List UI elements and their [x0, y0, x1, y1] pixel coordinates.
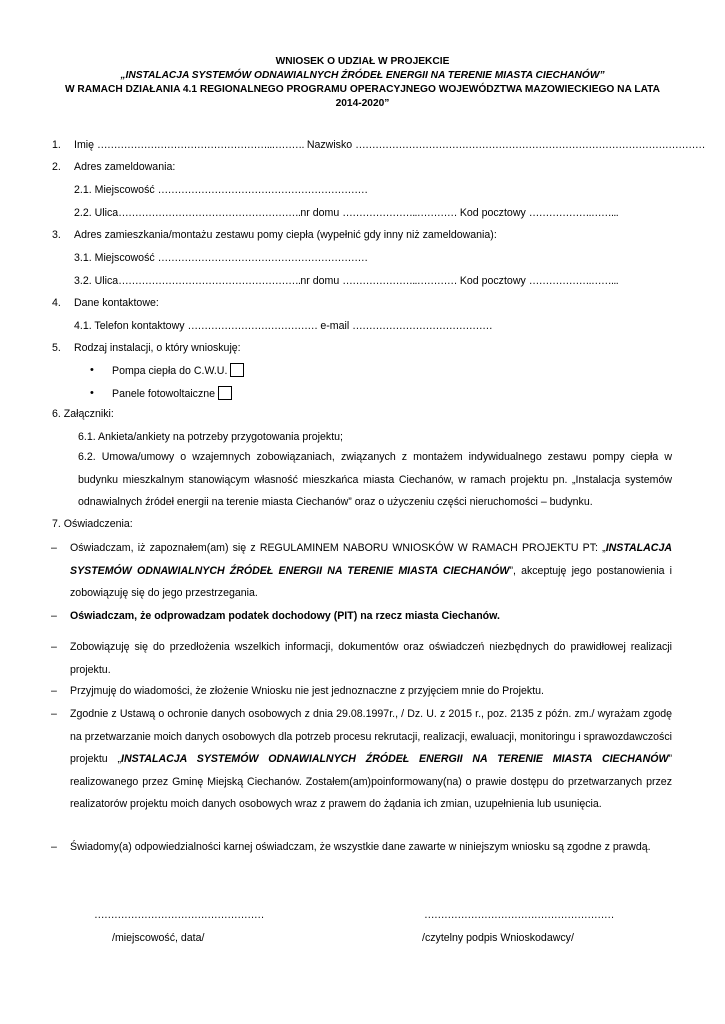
signature-label: /czytelny podpis Wnioskodawcy/	[422, 932, 574, 944]
header-project-name: „INSTALACJA SYSTEMÓW ODNAWIALNYCH ŹRÓDEŁ ENERGII NA TERENIE MIASTA CIECHANÓW”	[120, 70, 605, 81]
email-label: e-mail	[320, 320, 350, 332]
section-4-number: 4.	[52, 297, 61, 309]
residence-city-field[interactable]: ………………………………………………………	[157, 252, 368, 264]
photovoltaic-checkbox[interactable]	[218, 386, 232, 400]
place-date-label: /miejscowość, data/	[112, 932, 205, 944]
place-date-field[interactable]: ……………………………………………	[94, 909, 264, 921]
contact-row	[74, 319, 492, 333]
declaration-acceptance: Przyjmuję do wiadomości, że złożenie Wniosku nie jest jednoznaczne z przyjęciem mnie do Projektu.	[70, 685, 544, 697]
registered-city-row	[74, 183, 368, 197]
registered-city-field[interactable]: ………………………………………………………	[157, 184, 368, 196]
registered-postal-code-label: Kod pocztowy	[459, 207, 526, 219]
form-header	[40, 55, 685, 111]
heat-pump-label: Pompa ciepła do C.W.U.	[112, 365, 228, 377]
phone-label: 4.1. Telefon kontaktowy	[74, 320, 185, 332]
declaration-tax: Oświadczam, że odprowadzam podatek dochodowy (PIT) na rzecz miasta Ciechanów.	[70, 610, 500, 622]
dash-icon: –	[51, 610, 57, 622]
registered-house-number-field[interactable]: …………………..…………	[342, 207, 457, 219]
installation-type-label: Rodzaj instalacji, o który wnioskuję:	[74, 342, 241, 354]
attachment-2: 6.2. Umowa/umowy o wzajemnych zobowiązaniach, związanych z montażem indywidualnego zestawu pompy ciepła w budynku mieszkalnym stanowiącym własność mieszkańca miasta Ciechanów, w ramach projektu pn. „Instalacja systemów odnawialnych źródeł energii na terenie miasta Ciechanów” oraz o użyczeniu części nieruchomości – budynku.	[78, 451, 672, 508]
first-name-label: Imię	[74, 139, 95, 151]
residence-house-number-label: nr domu	[300, 275, 340, 287]
residence-address-label: Adres zamieszkania/montażu zestawu pomy ciepła (wypełnić gdy inny niż zameldowania):	[74, 229, 497, 241]
heat-pump-option	[112, 363, 244, 378]
registered-street-row	[74, 206, 618, 220]
header-years: 2014-2020”	[335, 98, 390, 109]
dash-icon: –	[51, 708, 57, 720]
declaration-data-project: INSTALACJA SYSTEMÓW ODNAWIALNYCH ŹRÓDEŁ ENERGII NA TERENIE MIASTA CIECHANÓW	[121, 753, 669, 765]
registered-city-label: 2.1. Miejscowość	[74, 184, 155, 196]
heat-pump-checkbox[interactable]	[230, 363, 244, 377]
photovoltaic-label: Panele fotowoltaiczne	[112, 388, 216, 400]
residence-postal-code-label: Kod pocztowy	[459, 275, 526, 287]
dash-icon: –	[51, 542, 57, 554]
registered-address-label: Adres zameldowania:	[74, 161, 176, 173]
photovoltaic-option	[112, 386, 232, 401]
registered-street-label: 2.2. Ulica	[74, 207, 119, 219]
registered-postal-code-field[interactable]: ……………….……...	[528, 207, 619, 219]
registered-house-number-label: nr domu	[300, 207, 340, 219]
dash-icon: –	[51, 641, 57, 653]
name-row	[74, 138, 705, 152]
residence-city-row	[74, 251, 368, 265]
declaration-regulations-project: INSTALACJA SYSTEMÓW ODNAWIALNYCH ŹRÓDEŁ ENERGII NA TERENIE MIASTA CIECHANÓW	[70, 542, 672, 577]
last-name-label: Nazwisko	[306, 139, 353, 151]
dash-icon: –	[51, 685, 57, 697]
header-title: WNIOSEK O UDZIAŁ W PROJEKCIE	[275, 56, 450, 67]
declaration-documents: Zobowiązuję się do przedłożenia wszelkich informacji, dokumentów oraz oświadczeń niezbędnych do prawidłowej realizacji projektu.	[70, 641, 672, 676]
bullet-icon: •	[90, 364, 94, 376]
last-name-field[interactable]: ……………………………………………………………………………………………	[355, 139, 705, 151]
signature-field[interactable]: …………………………………………………	[424, 909, 614, 921]
declaration-regulations-text-c: ”, akceptuję jego postanowienia i zobowiązuję się do jego przestrzegania.	[70, 564, 672, 599]
section-1-number: 1.	[52, 139, 61, 151]
residence-street-field[interactable]: ……………………………………………….	[118, 275, 301, 287]
residence-postal-code-field[interactable]: ……………….……...	[528, 275, 619, 287]
contact-label: Dane kontaktowe:	[74, 297, 159, 309]
header-program: W RAMACH DZIAŁANIA 4.1 REGIONALNEGO PROGRAMU OPERACYJNEGO WOJEWÓDZTWA MAZOWIECKIEGO NA LATA	[64, 84, 660, 95]
declaration-truth: Świadomy(a) odpowiedzialności karnej oświadczam, że wszystkie dane zawarte w niniejszym wniosku są zgodne z prawdą.	[70, 841, 651, 853]
declaration-regulations-text-a: Oświadczam, iż zapoznałem(am) się z REGULAMINEM NABORU WNIOSKÓW W RAMACH PROJEKTU PT: „	[70, 542, 606, 554]
residence-city-label: 3.1. Miejscowość	[74, 252, 155, 264]
declarations-label: 7. Oświadczenia:	[52, 518, 133, 530]
declaration-data-text-c: ” realizowanego przez Gminę Miejską Ciechanów. Zostałem(am)poinformowany(na) o prawie dostępu do przetwarzanych przez realizatorów projektu moich danych osobowych wraz z prawem do żądania ich zmian, uzupełnienia lub usunięcia.	[70, 753, 672, 810]
dash-icon: –	[51, 841, 57, 853]
declaration-data-text-a: Zgodnie z Ustawą o ochronie danych osobowych z dnia 29.08.1997r., / Dz. U. z 2015 r., poz. 2135 z późn. zm./ wyrażam zgodę na przetwarzanie moich danych osobowych dla potrzeb procesu rekrutacji, realizacji, ewaluacji, monitoringu i sprawozdawczości projektu „	[70, 708, 672, 765]
email-field[interactable]: ……………………………………	[352, 320, 493, 332]
declaration-data-protection	[70, 703, 672, 816]
section-5-number: 5.	[52, 342, 61, 354]
section-3-number: 3.	[52, 229, 61, 241]
residence-house-number-field[interactable]: …………………..…………	[342, 275, 457, 287]
bullet-icon: •	[90, 387, 94, 399]
declaration-regulations	[70, 537, 672, 605]
phone-field[interactable]: …………………………………	[187, 320, 318, 332]
attachments-label: 6. Załączniki:	[52, 408, 114, 420]
residence-street-label: 3.2. Ulica	[74, 275, 119, 287]
section-2-number: 2.	[52, 161, 61, 173]
registered-street-field[interactable]: ……………………………………………….	[118, 207, 301, 219]
attachment-1: 6.1. Ankieta/ankiety na potrzeby przygotowania projektu;	[78, 431, 344, 443]
residence-street-row	[74, 274, 618, 288]
first-name-field[interactable]: ……………………………………………..……….	[96, 139, 304, 151]
